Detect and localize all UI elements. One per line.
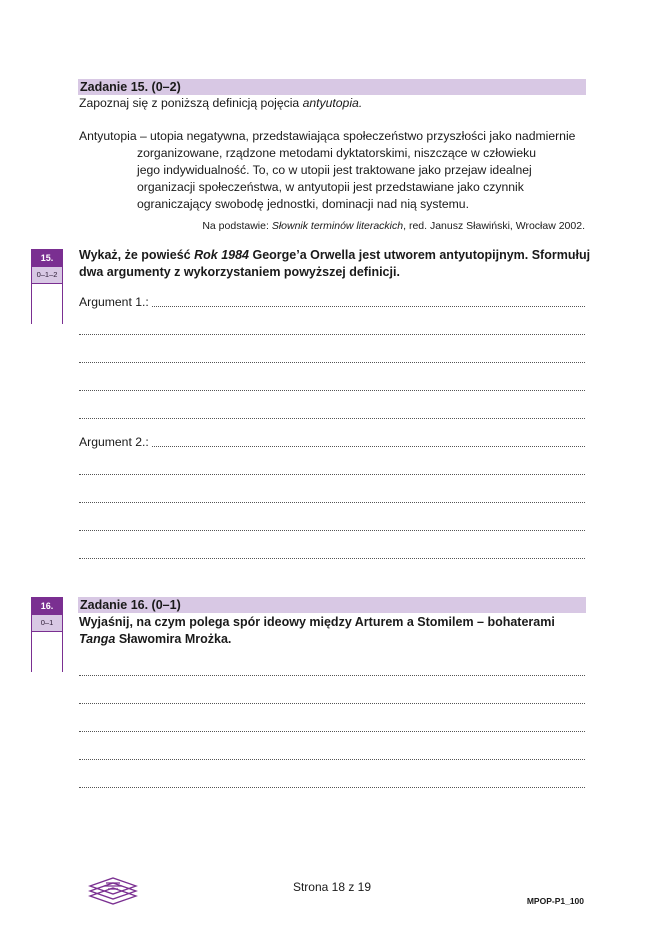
score-field-15[interactable] bbox=[32, 284, 62, 325]
definition-line-3: jego indywidualność. To, co w utopii jest traktowane jako przejaw idealnej bbox=[137, 163, 532, 177]
document-code: MPOP-P1_100 bbox=[526, 896, 584, 906]
q16-rest: Sławomira Mrożka. bbox=[115, 632, 232, 646]
answer-line[interactable] bbox=[79, 663, 585, 676]
q15-title: Rok 1984 bbox=[194, 248, 250, 262]
q15-part1: Wykaż, że powieść bbox=[79, 248, 195, 262]
definition-source bbox=[202, 220, 585, 232]
score-field-16[interactable] bbox=[32, 632, 62, 673]
score-number-15: 15. bbox=[32, 250, 62, 266]
answer-line[interactable] bbox=[79, 378, 585, 391]
answer-line[interactable] bbox=[79, 719, 585, 732]
task16-question-line-1: Wyjaśnij, na czym polega spór ideowy między Arturem a Stomilem – bohaterami bbox=[79, 615, 555, 629]
score-number-16: 16. bbox=[32, 598, 62, 614]
definition-line-5: ograniczający swobodę jednostki, dominacji nad nią systemu. bbox=[137, 197, 469, 211]
score-points-16: 0–1 bbox=[32, 614, 62, 632]
answer-line[interactable] bbox=[79, 322, 585, 335]
source-suffix: , red. Janusz Sławiński, Wrocław 2002. bbox=[403, 220, 585, 232]
definition-line-2: zorganizowane, rządzone metodami dyktatorskimi, niszczące w człowieku bbox=[137, 146, 536, 160]
source-title: Słownik terminów literackich bbox=[271, 220, 404, 232]
answer-line[interactable] bbox=[79, 462, 585, 475]
score-points-15: 0–1–2 bbox=[32, 266, 62, 284]
task15-header: Zadanie 15. (0–2) bbox=[78, 79, 586, 95]
score-box-15 bbox=[31, 249, 63, 324]
answer-line[interactable] bbox=[79, 406, 585, 419]
answer-line[interactable] bbox=[79, 350, 585, 363]
definition-term: Antyutopia – bbox=[79, 129, 147, 143]
q15-part2: George’a Orwella jest utworem antyutopijnym. Sformułuj bbox=[249, 248, 591, 262]
task15-question-line-2: dwa argumenty z wykorzystaniem powyższej definicji. bbox=[79, 265, 400, 279]
definition-line-1: utopia negatywna, przedstawiająca społeczeństwo przyszłości jako nadmiernie bbox=[150, 129, 576, 143]
answer-line[interactable] bbox=[79, 546, 585, 559]
intro-text: Zapoznaj się z poniższą definicją pojęcia bbox=[79, 96, 303, 110]
answer-line[interactable] bbox=[79, 691, 585, 704]
task16-header: Zadanie 16. (0–1) bbox=[78, 597, 586, 613]
answer-line[interactable] bbox=[79, 294, 585, 307]
answer-line[interactable] bbox=[79, 434, 585, 447]
task16-question-line-2 bbox=[79, 631, 231, 648]
answer-line[interactable] bbox=[79, 518, 585, 531]
answer-line[interactable] bbox=[79, 775, 585, 788]
answer-line[interactable] bbox=[79, 747, 585, 760]
source-prefix: Na podstawie: bbox=[202, 220, 272, 232]
argument-2-label: Argument 2.: bbox=[79, 436, 152, 449]
task15-question-line-1 bbox=[79, 247, 590, 264]
score-box-16 bbox=[31, 597, 63, 672]
definition-line-4: organizacji społeczeństwa, w antyutopii jest przedstawiane jako czynnik bbox=[137, 180, 524, 194]
page-number: Strona 18 z 19 bbox=[292, 880, 372, 894]
argument-1-label: Argument 1.: bbox=[79, 296, 152, 309]
answer-line[interactable] bbox=[79, 490, 585, 503]
q16-title: Tanga bbox=[79, 632, 116, 646]
task15-intro bbox=[79, 95, 362, 112]
intro-term: antyutopia. bbox=[302, 96, 363, 110]
